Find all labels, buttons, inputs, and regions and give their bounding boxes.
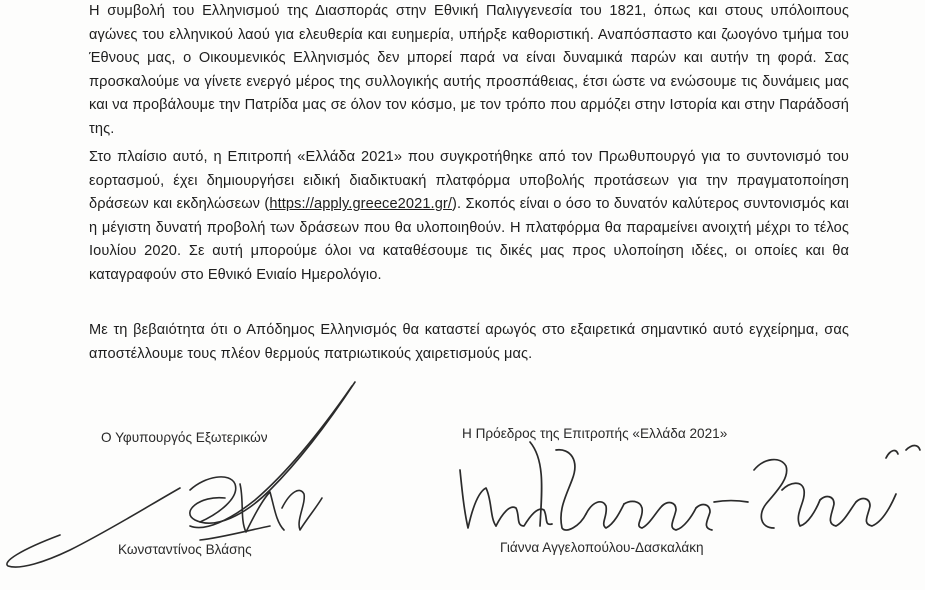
deputy-minister-name: Κωνσταντίνος Βλάσης (118, 542, 252, 557)
deputy-minister-title: Ο Υφυπουργός Εξωτερικών (101, 430, 268, 445)
paragraph-platform-text-start: Στο πλαίσιο αυτό, η Επιτροπή «Ελλάδα 2021» που συγκροτήθηκε από τον Πρωθυπουργό για το συντονισμό του εορτασμού, έχει δημιουργήσει ειδική διαδικτυακή πλατφόρμα υποβολής προτάσεων για την πραγματοποίηση δράσεων και εκδηλώσεων ( (89, 149, 849, 213)
paragraph-closing-greetings: Με τη βεβαιότητα ότι ο Απόδημος Ελληνισμός θα καταστεί αρωγός στο εξαιρετικά σημαντικό αυτό εγχείρημα, σας αποστέλλουμε τους πλέον θερμούς πατριωτικούς χαιρετισμούς μας. (89, 322, 849, 362)
committee-president-title: Η Πρόεδρος της Επιτροπής «Ελλάδα 2021» (462, 426, 728, 441)
committee-president-name: Γιάννα Αγγελοπούλου-Δασκαλάκη (500, 540, 704, 555)
apply-platform-link[interactable]: https://apply.greece2021.gr/ (269, 196, 453, 213)
paragraph-diaspora-contribution: Η συμβολή του Ελληνισμού της Διασποράς στην Εθνική Παλιγγενεσία του 1821, όπως και στους υπόλοιπους αγώνες του ελληνικού λαού για ελευθερία και ευημερία, υπήρξε καθοριστική. Αναπόσπαστο και ζωογόνο τμήμα του Έθνους μας, ο Οικουμενικός Ελληνισμός δεν μπορεί παρά να είναι δυναμικά παρών και αυτήν τη φορά. Σας προσκαλούμε να γίνετε ενεργό μέρος της συλλογικής αυτής προσπάθειας, έτσι ώστε να ενώσουμε τις δυνάμεις μας και να προβάλουμε την Πατρίδα μας σε όλον τον κόσμο, με τον τρόπο που αρμόζει στην Ιστορία και στην Παράδοσή της. (89, 3, 849, 137)
paragraph-platform-text-end: ). Σκοπός είναι ο όσο το δυνατόν καλύτερος συντονισμός και η μέγιστη δυνατή προβολή των δράσεων που θα υλοποιηθούν. Η πλατφόρμα θα παραμείνει ανοιχτή μέχρι το τέλος Ιουλίου 2020. Σε αυτή μπορούμε όλοι να καταθέσουμε τις δικές μας προς υλοποίηση ιδέες, οι οποίες και θα καταγραφούν στο Εθνικό Ενιαίο Ημερολόγιο. (89, 196, 850, 283)
paragraph-greece-2021-platform (89, 146, 849, 288)
